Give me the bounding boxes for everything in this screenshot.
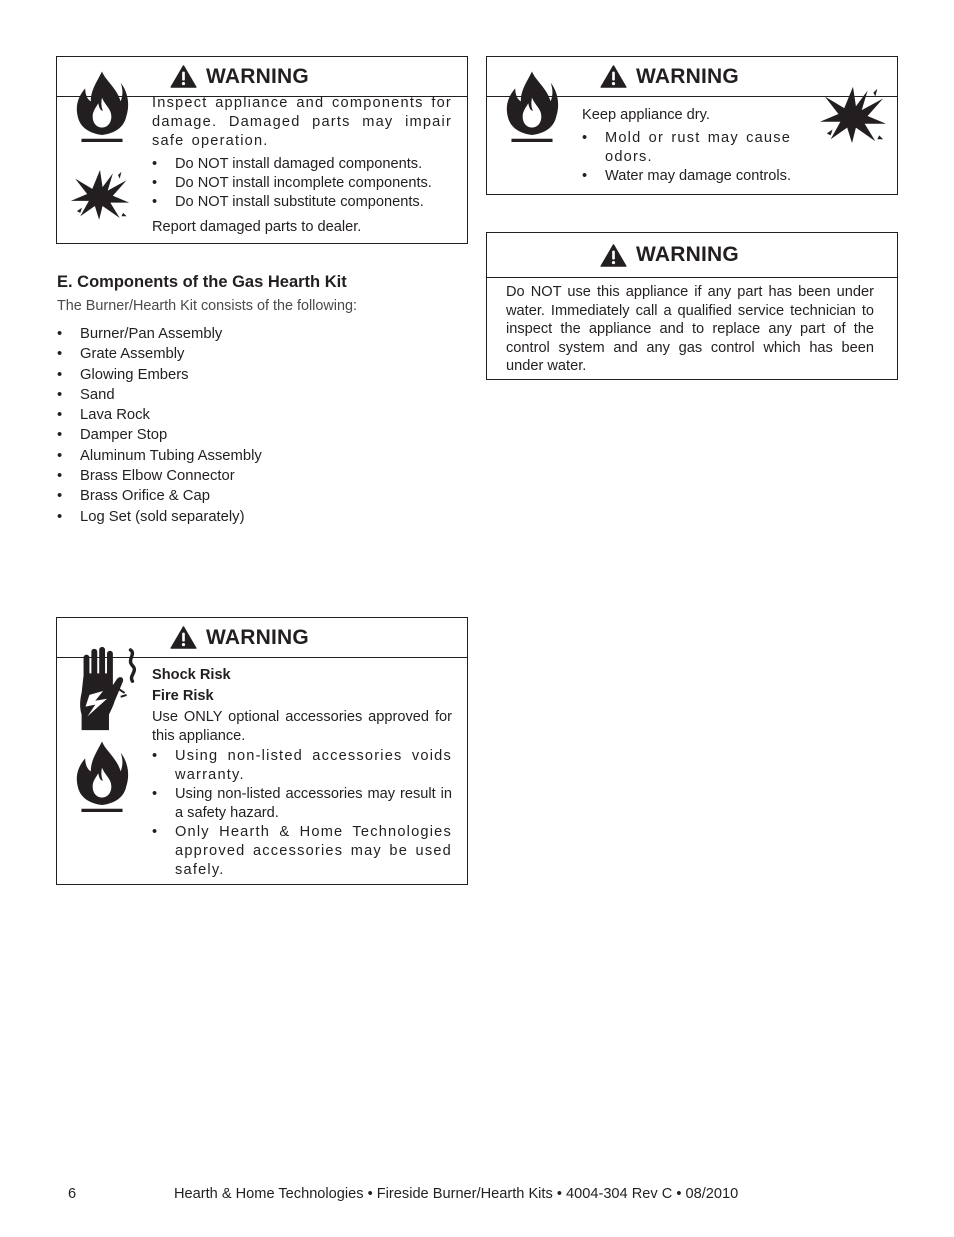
list-item: • Glowing Embers [57, 365, 262, 385]
shock-hand-icon [72, 646, 144, 734]
flame-icon [74, 69, 130, 145]
list-item: • Brass Elbow Connector [57, 466, 262, 486]
warning-bullets [152, 155, 452, 212]
warning-box-water [486, 232, 898, 380]
list-item: • Do NOT install substitute components. [152, 193, 452, 212]
list-item: • Log Set (sold separately) [57, 507, 262, 527]
flame-icon [74, 738, 130, 816]
list-item: • Mold or rust may cause odors. [582, 129, 810, 167]
warning-box-dry [486, 56, 898, 195]
page-number: 6 [68, 1186, 77, 1202]
flame-icon [504, 69, 560, 145]
warning-intro: Keep appliance dry. [582, 107, 710, 123]
list-item: • Water may damage controls. [582, 167, 810, 186]
warning-text: Do NOT use this appliance if any part has been under water. Immediately call a qualified service technician to inspect the appliance and to replace any part of the control system and any gas control which has been under water. [506, 284, 874, 375]
warning-bullets [152, 747, 452, 880]
list-item: • Burner/Pan Assembly [57, 324, 262, 344]
list-item: • Do NOT install incomplete components. [152, 174, 452, 193]
warning-box-damage [56, 56, 468, 244]
kit-components-list [57, 324, 262, 527]
explosion-icon [819, 79, 887, 149]
list-item: • Lava Rock [57, 405, 262, 425]
list-item: • Sand [57, 385, 262, 405]
explosion-icon [70, 167, 130, 221]
list-item: • Brass Orifice & Cap [57, 486, 262, 506]
list-item: • Grate Assembly [57, 344, 262, 364]
list-item: • Do NOT install damaged components. [152, 155, 452, 174]
section-heading: E. Components of the Gas Hearth Kit [57, 273, 347, 291]
section-intro: The Burner/Hearth Kit consists of the following: [57, 298, 357, 314]
warning-title: WARNING [170, 626, 309, 650]
warning-header [487, 233, 897, 278]
warning-content [582, 106, 810, 186]
warning-title: WARNING [600, 243, 739, 267]
warning-intro: Use ONLY optional accessories approved for this appliance. [152, 709, 452, 744]
footer-text: Hearth & Home Technologies • Fireside Burner/Hearth Kits • 4004-304 Rev C • 08/2010 [174, 1186, 739, 1202]
warning-triangle-icon [600, 244, 627, 267]
warning-box-accessories [56, 617, 468, 885]
list-item: • Using non-listed accessories may result in a safety hazard. [152, 785, 452, 823]
list-item: • Aluminum Tubing Assembly [57, 446, 262, 466]
warning-content [152, 665, 452, 880]
warning-content [152, 94, 452, 237]
warning-triangle-icon [170, 65, 197, 88]
warning-intro: Inspect appliance and components for damage. Damaged parts may impair safe operation. [152, 95, 452, 149]
warning-title: WARNING [170, 65, 309, 89]
warning-bullets [582, 129, 810, 186]
list-item: • Only Hearth & Home Technologies approved accessories may be used safely. [152, 823, 452, 880]
risk-label-fire: Fire Risk [152, 688, 214, 704]
list-item: • Damper Stop [57, 425, 262, 445]
warning-triangle-icon [170, 626, 197, 649]
list-item: • Using non-listed accessories voids warranty. [152, 747, 452, 785]
risk-label-shock: Shock Risk [152, 667, 231, 683]
warning-triangle-icon [600, 65, 627, 88]
warning-title: WARNING [600, 65, 739, 89]
warning-closing: Report damaged parts to dealer. [152, 219, 362, 235]
